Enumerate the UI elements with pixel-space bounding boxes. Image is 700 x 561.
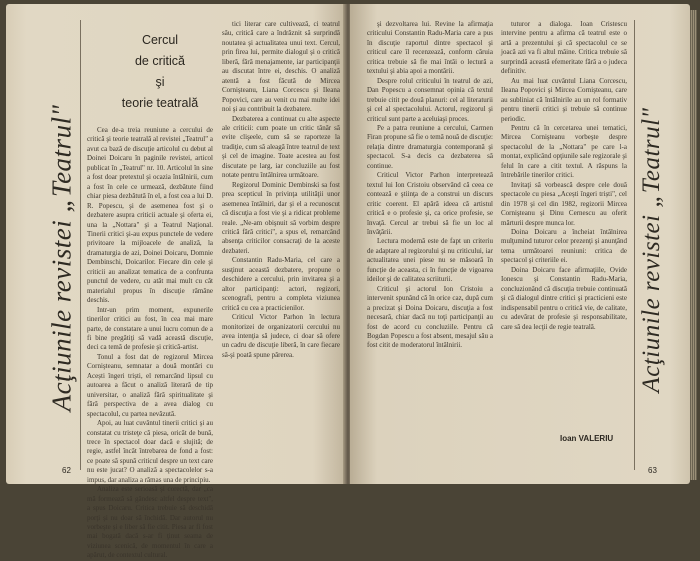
right-column-2 <box>501 20 627 430</box>
left-column-1 <box>87 126 213 560</box>
right-column-1 <box>367 20 493 464</box>
page-number-right: 63 <box>648 466 657 475</box>
left-column-2 <box>222 20 340 464</box>
article-title-line1: Cercul <box>141 33 179 47</box>
author-signature: Ioan VALERIU <box>560 434 614 443</box>
column-rule-right <box>634 20 635 470</box>
paragraph: Regizorul Dominic Dembinski sa fost prea scepticul în privinţa utilităţii unor asemenea întâlniri, dar şi el a recunoscut că discuţia a fost vie şi a ridicat probleme reale. „Ne-am obişnuit să vorbim despre critică fără critici", a spus el, remarcând absenţa criticilor consacraţi de la aceste dezbateri. <box>222 180 340 255</box>
paragraph: Doina Doicaru a încheiat întâlnirea mulţumind tuturor celor prezenţi şi anunţând tema următoarei reuniuni: critica de spectacol şi criteriile ei. <box>501 227 627 265</box>
paragraph: Pe a patra reuniune a cercului, Carmen Firan propune să fie o temă nouă de discuţie: relaţia dintre dramaturgia contemporană şi spectacol. S-a decis ca dezbaterea să continue. <box>367 123 493 170</box>
paragraph: Lectura modernă este de fapt un criteriu de adaptare al regizorului şi nu criticului, iar actualitatea unei piese nu se măsoară în funcţie de aceasta, ci în funcţie de vigoarea ideilor şi de calitatea scriiturii. <box>367 237 493 284</box>
paragraph: tuturor a dialoga. Ioan Cristescu intervine pentru a afirma că teatrul este o artă a prezentului şi că spectacolul ce se joacă azi va fi altul mâine. Critica trebuie să surprindă această efemeritate fără a o judeca definitiv. <box>501 20 627 76</box>
paragraph: Tonul a fost dat de regizorul Mircea Cornişteanu, semnatar a două montări cu Acești îngeri triști, el remarcând lipsul cu autoarea a făcut o analiză literară de tip universitar, o analiză fără spiritualitate şi fără perspectiva de a avea dialog cu spectacolul, cu partea nevăzută. <box>87 352 213 418</box>
paragraph: Criticul şi actorul Ion Cristoiu a intervenit spunând că în orice caz, după cum a precizat şi Doina Doicaru, discuţia a fost necesară, chiar dacă nu toţi participanţii au fost de acord cu concluziile. Pentru că Bogdan Popescu a fost absent, mesajul său a fost citit de moderatorul întâlnirii. <box>367 284 493 350</box>
paragraph: şi dezvoltarea lui. Revine la afirmaţia criticului Constantin Radu-Maria care a pus în discuţie raportul dintre spectacol şi criticul care îl recenzează, conform căruia critica trebuie să fie mai întâi o lectură a textului şi abia apoi a montării. <box>367 20 493 76</box>
paragraph: Criticul Victor Parhon în lectura monitorizei de organizatorii cercului nu avea intenţia să judece, ci doar să ofere un cadru de discuţie liberă, în care fiecare să-şi poată spune părerea. <box>222 313 340 359</box>
page-edges <box>690 10 697 480</box>
paragraph: Despre rolul criticului în teatrul de azi, Dan Popescu a consemnat opinia că textul trebuie citit pe două planuri: cel al literaturii şi cel al spectacolului. Actorul, regizorul şi criticul sunt parte a aceluiaşi proces. <box>367 76 493 123</box>
paragraph: Au mai luat cuvântul Liana Corcescu, Ileana Popovici şi Mircea Cornişteanu, care au subliniat că întâlnirile au un rol formativ pentru tinerii critici şi trebuie să continue periodic. <box>501 76 627 123</box>
paragraph: Criticul Victor Parhon interpretează textul lui Ion Cristoiu observând că ceea ce contează e ştiinţa de a construi un discurs critic coerent. El apără ideea că artistul critică e o profesie şi, ca orice profesie, se învaţă. Cercul ar trebui să fie un loc al învăţării. <box>367 171 493 236</box>
paragraph: Apoi, au luat cuvântul tinerii critici şi au constatat cu tristeţe că piesa, oricât de bună, trece în spectacol doar dacă e slujită; de regie, astfel încât întrebarea de fond a fost: ce poate să spună criticul despre un text care nu este jucat? O analiză a spectacolelor s-a impus, dar analiza a rămas una de principiu. <box>87 419 213 484</box>
paragraph: Doina Doicaru face afirmaţiile, Ovide Ionescu şi Constantin Radu-Maria, concluzionând că discuţia trebuie continuată şi că dialogul dintre critici şi practicieni este indispensabil pentru o critică vie, de calitate, cu adevărat de profesie şi responsabilitate, care să dea lecţii de regie teatrală. <box>501 265 627 331</box>
paragraph: Invitaţi să vorbească despre cele două spectacole cu piesa „Acești îngeri triști", cel din 1978 şi cel din 1982, regizorii Mircea Cornişteanu şi Dinu Cernescu au oferit mărturii despre munca lor. <box>501 180 627 227</box>
article-title <box>100 30 220 114</box>
column-rule-left <box>80 20 81 470</box>
paragraph: Constantin Radu-Maria, cel care a susţinut această dezbatere, propune o deschidere a cercului, prin invitarea şi a altor participanţi: actori, regizori, scenografi, pentru a completa viziunea critică cu cea a practicienilor. <box>222 256 340 312</box>
section-title-left: Acţiunile revistei „Teatrul" <box>46 104 77 412</box>
paragraph: Pentru că în cercetarea unei tematici, Mircea Cornişteanu vorbeşte despre spectacolul de la „Nottara" pe care l-a montat, explicând opţiunile sale regizorale şi felul în care a citit textul. A răspuns la întrebările tinerilor critici. <box>501 123 627 180</box>
article-title-line2: de critică <box>134 54 186 68</box>
article-title-line3: şi <box>155 75 165 89</box>
paragraph: Analiza este serioasă şi corectă, dar „ca mă formează să gândesc altfel despre text", a spus Doicaru. Critica trebuie să deschidă porţi şi nu doar să închidă. Dar autorul nu vorbeşte şi e liber să fie citit. Piesa ar fi fost mai bogată dacă s-ar fi ţinut seama de viziunea scenică, de momentul în care a apărut, de contextul cultural. <box>87 485 213 560</box>
article-title-line4: teorie teatrală <box>121 96 199 110</box>
paragraph: Cea de-a treia reuniune a cercului de critică şi teorie teatrală al revistei „Teatrul" a avut ca bază de discuţie articolul cu debut al Doinei Doicaru în paginile revistei, articol publicat în „Teatrul" nr. 10. Articolul în sine a fost doar pretextul şi ocazia întâlnirii, cum a fost în cele ce urmează, dezbătute fiind chiar piesa dezbătută în el, a fost cea a lui D. R. Popescu, şi de asemenea fost şi o dezbatere asupra criticii actuale şi oferta ei, una la „Nottara" şi a Teatrul Naţional. Tinerii critici şi-au expus punctele de vedere privitoare la mijloacele de analiză, la dramaturgia de azi, Doinei Doicaru, Domnie Dembinschi, Doicarilor. Fiecare din cele şi criticii au analizat tematica de a confrunta punctul de vedere, cu atât mai mult cu cât materialul propus în discuţie rămâne deschis. <box>87 126 213 305</box>
paragraph: tici literar care cultivează, ci teatrul său, critică care a îndrăznit să surprindă noutatea şi actualitatea unui text. Cercul, prin firea lui, permite dialogul şi o critică liberă, fără menajamente, iar participanţii au discutat între ei, deschis. O analiză atentă a fost făcută de Mircea Cornişteanu, Liana Corcescu şi Ileana Popovici, care au venit cu mai multe idei noi şi au contribuit la dezbatere. <box>222 20 340 114</box>
section-title-right: Acţiunile revistei „Teatrul" <box>638 107 665 393</box>
paragraph: Intr-un prim moment, expunerile tinerilor critici au fost, în cea mai mare parte, de constatare a unui lucru comun de a fi bine pregătiţi să vadă această discuţie, deci ca temă de profesie şi critică-artist. <box>87 305 213 352</box>
page-number-left: 62 <box>62 466 71 475</box>
paragraph: Dezbaterea a continuat cu alte aspecte ale criticii: cum poate un critic tânăr să evite clişeele, cum să se raporteze la tradiţie, cum să aleagă între teatrul de text şi cel de imagine. Toate acestea au fost discutate pe larg, iar concluziile au fost notate pentru întâlnirea următoare. <box>222 114 340 180</box>
